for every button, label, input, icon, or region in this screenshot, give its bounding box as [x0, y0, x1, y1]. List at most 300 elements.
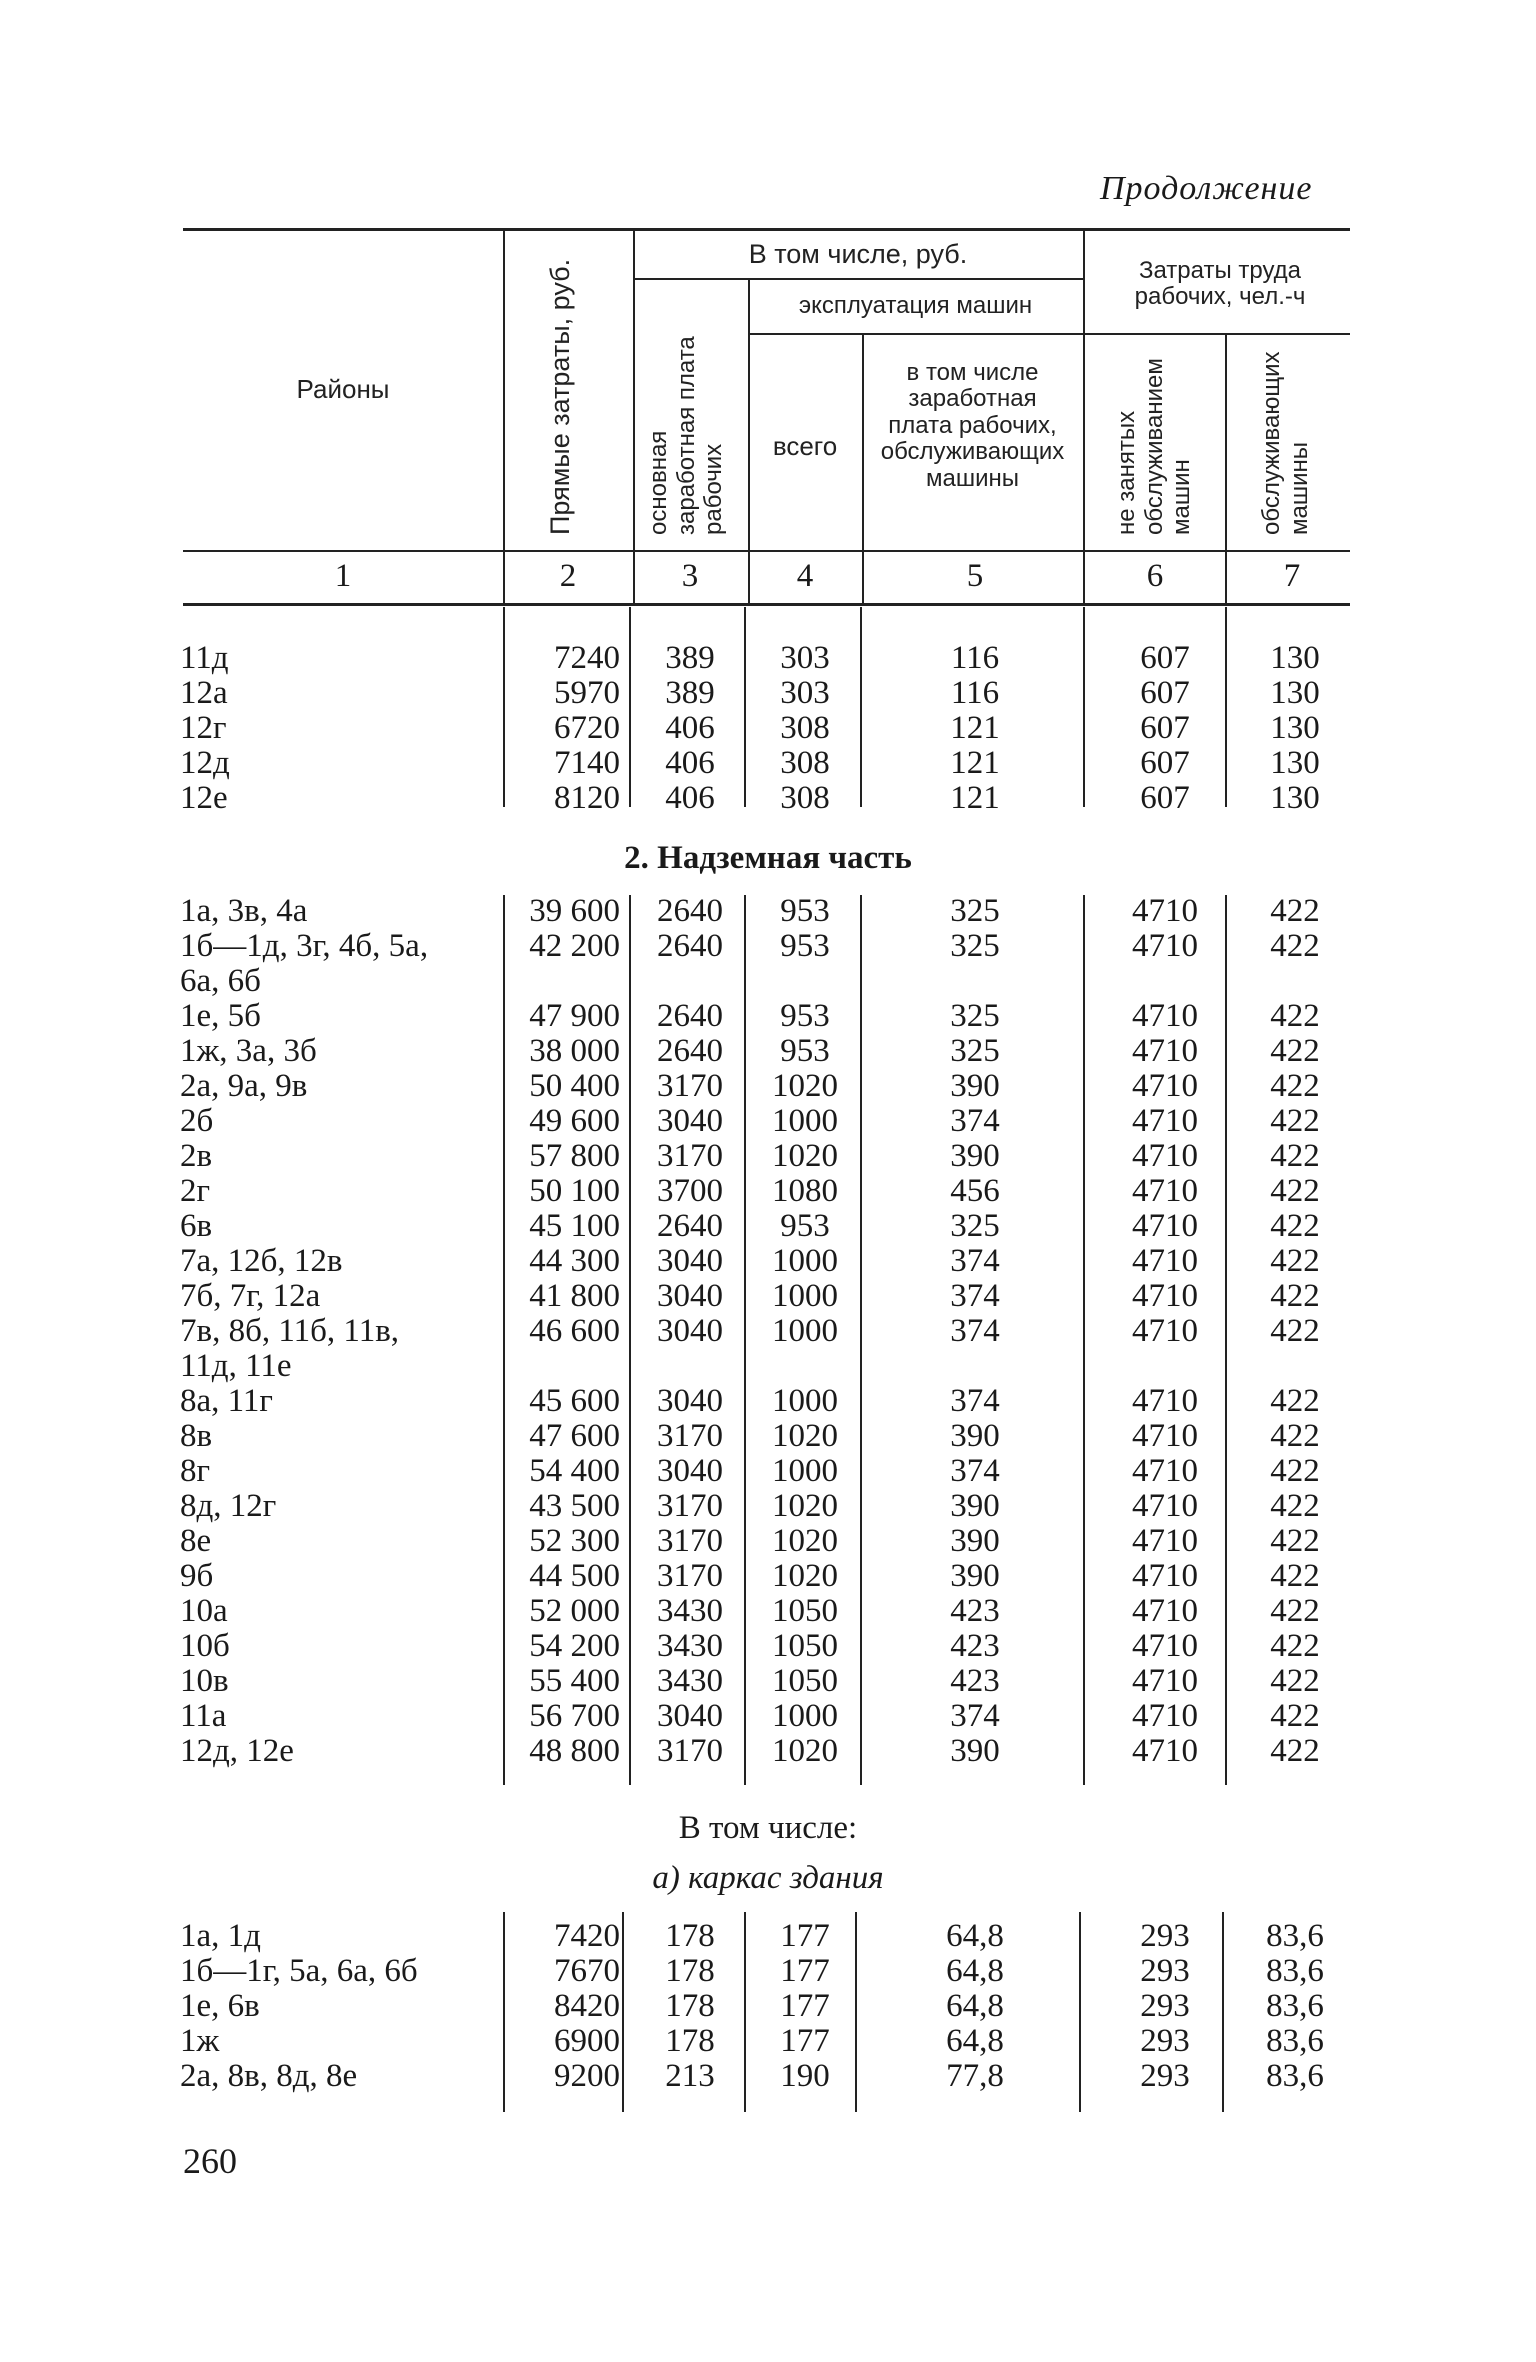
cell-labor: 4710 [1132, 1453, 1198, 1489]
cell-region: 2г [180, 1173, 211, 1209]
cell-machine-wage: 325 [950, 1033, 1000, 1069]
header-machines-total: всего [772, 431, 838, 461]
cell-wage: 3170 [657, 1558, 723, 1594]
cell-labor-machine: 422 [1270, 1173, 1320, 1209]
cell-wage: 3170 [657, 1488, 723, 1524]
cell-labor-machine: 422 [1270, 1663, 1320, 1699]
cell-machine-wage: 121 [950, 710, 1000, 746]
table-row [0, 1488, 1536, 1523]
cell-labor: 4710 [1132, 1313, 1198, 1349]
table-row [0, 1593, 1536, 1628]
table-row [0, 1918, 1536, 1953]
cell-machines: 1000 [772, 1383, 838, 1419]
cell-labor: 4710 [1132, 1628, 1198, 1664]
cell-machine-wage: 374 [950, 1383, 1000, 1419]
cell-labor: 607 [1140, 780, 1190, 816]
col-number: 6 [1146, 558, 1164, 594]
cell-labor: 4710 [1132, 1383, 1198, 1419]
cell-machine-wage: 390 [950, 1733, 1000, 1769]
numbers-bottom-rule [183, 603, 1350, 606]
cell-wage: 3170 [657, 1068, 723, 1104]
cell-direct: 44 300 [529, 1243, 620, 1279]
cell-region: 1б—1д, 3г, 4б, 5а, [180, 928, 429, 964]
cell-wage: 178 [665, 2023, 715, 2059]
cell-machine-wage: 374 [950, 1453, 1000, 1489]
cell-machines: 1050 [772, 1663, 838, 1699]
cell-labor-machine: 422 [1270, 893, 1320, 929]
cell-direct: 38 000 [529, 1033, 620, 1069]
cell-machines: 953 [780, 1208, 830, 1244]
cell-labor: 293 [1140, 2058, 1190, 2094]
cell-region: 1б—1г, 5а, 6а, 6б [180, 1953, 418, 1989]
cell-machine-wage: 325 [950, 893, 1000, 929]
cell-region: 7а, 12б, 12в [180, 1243, 343, 1279]
cell-labor: 4710 [1132, 1103, 1198, 1139]
cell-labor: 4710 [1132, 1698, 1198, 1734]
cell-wage: 178 [665, 1953, 715, 1989]
table-row [0, 675, 1536, 710]
cell-region: 2б [180, 1103, 214, 1139]
cell-machines: 308 [780, 780, 830, 816]
cell-machine-wage: 423 [950, 1593, 1000, 1629]
cell-machines: 1020 [772, 1138, 838, 1174]
table-row [0, 745, 1536, 780]
cell-machines: 177 [780, 2023, 830, 2059]
cell-labor-machine: 83,6 [1266, 1918, 1324, 1954]
cell-direct: 50 400 [529, 1068, 620, 1104]
cell-region: 12е [180, 780, 228, 816]
col-number: 2 [559, 558, 577, 594]
cell-direct: 49 600 [529, 1103, 620, 1139]
header-direct-costs: Прямые затраты, руб. [545, 258, 575, 535]
cell-region: 1а, 1д [180, 1918, 261, 1954]
header-vline [1225, 335, 1227, 605]
cell-wage: 3430 [657, 1628, 723, 1664]
cell-labor-machine: 422 [1270, 1103, 1320, 1139]
cell-machines: 1080 [772, 1173, 838, 1209]
cell-region: 8в [180, 1418, 213, 1454]
cell-labor: 293 [1140, 2023, 1190, 2059]
cell-machines: 1000 [772, 1243, 838, 1279]
cell-direct: 50 100 [529, 1173, 620, 1209]
col-number: 4 [796, 558, 814, 594]
cell-region: 8г [180, 1453, 211, 1489]
cell-labor: 4710 [1132, 893, 1198, 929]
cell-direct: 9200 [554, 2058, 620, 2094]
header-wage: основная заработная плата рабочих [645, 336, 728, 535]
cell-direct: 46 600 [529, 1313, 620, 1349]
table-row [0, 1523, 1536, 1558]
cell-wage: 3040 [657, 1383, 723, 1419]
including-title: В том числе: [678, 1810, 858, 1846]
cell-direct: 57 800 [529, 1138, 620, 1174]
cell-labor: 4710 [1132, 1068, 1198, 1104]
cell-direct: 6900 [554, 2023, 620, 2059]
cell-machine-wage: 374 [950, 1278, 1000, 1314]
cell-direct: 7420 [554, 1918, 620, 1954]
continuation-label: Продолжение [1100, 170, 1313, 207]
cell-machine-wage: 390 [950, 1138, 1000, 1174]
cell-machine-wage: 64,8 [946, 2023, 1004, 2059]
cell-region: 7в, 8б, 11б, 11в, [180, 1313, 400, 1349]
cell-labor: 4710 [1132, 1523, 1198, 1559]
cell-machine-wage: 374 [950, 1243, 1000, 1279]
cell-region: 2в [180, 1138, 213, 1174]
cell-wage: 3170 [657, 1523, 723, 1559]
cell-labor-machine: 422 [1270, 1453, 1320, 1489]
cell-direct: 39 600 [529, 893, 620, 929]
cell-direct: 56 700 [529, 1698, 620, 1734]
cell-region: 10б [180, 1628, 230, 1664]
cell-machines: 1020 [772, 1488, 838, 1524]
cell-labor-machine: 83,6 [1266, 1988, 1324, 2024]
cell-wage: 3040 [657, 1278, 723, 1314]
cell-wage: 3040 [657, 1313, 723, 1349]
cell-labor-machine: 422 [1270, 1278, 1320, 1314]
cell-labor: 4710 [1132, 1593, 1198, 1629]
cell-region: 10а [180, 1593, 228, 1629]
table-row [0, 1953, 1536, 1988]
cell-region: 2а, 8в, 8д, 8е [180, 2058, 358, 2094]
cell-machines: 953 [780, 893, 830, 929]
cell-machines: 1020 [772, 1418, 838, 1454]
cell-labor: 293 [1140, 1953, 1190, 1989]
cell-wage: 2640 [657, 1033, 723, 1069]
table-row [0, 1138, 1536, 1173]
frame-subtitle: а) каркас здания [652, 1860, 884, 1896]
cell-region: 8а, 11г [180, 1383, 273, 1419]
cell-region: 8д, 12г [180, 1488, 277, 1524]
cell-region: 1ж [180, 2023, 220, 2059]
table-row [0, 893, 1536, 928]
cell-machine-wage: 423 [950, 1628, 1000, 1664]
cell-machine-wage: 116 [950, 640, 1000, 676]
cell-labor-machine: 83,6 [1266, 2058, 1324, 2094]
cell-labor-machine: 422 [1270, 998, 1320, 1034]
cell-machines: 1020 [772, 1523, 838, 1559]
cell-labor: 4710 [1132, 1733, 1198, 1769]
table-row [0, 1418, 1536, 1453]
cell-machines: 953 [780, 998, 830, 1034]
cell-machine-wage: 325 [950, 998, 1000, 1034]
cell-labor: 4710 [1132, 1663, 1198, 1699]
cell-machines: 1020 [772, 1068, 838, 1104]
cell-region: 6в [180, 1208, 213, 1244]
table-row [0, 1243, 1536, 1278]
table-row [0, 1453, 1536, 1488]
cell-machines: 177 [780, 1953, 830, 1989]
cell-labor-machine: 422 [1270, 928, 1320, 964]
cell-wage: 2640 [657, 893, 723, 929]
cell-labor-machine: 83,6 [1266, 2023, 1324, 2059]
cell-labor: 4710 [1132, 928, 1198, 964]
cell-machines: 1000 [772, 1698, 838, 1734]
cell-region: 12г [180, 710, 227, 746]
table-row [0, 1208, 1536, 1243]
cell-machine-wage: 325 [950, 928, 1000, 964]
cell-direct: 7140 [554, 745, 620, 781]
cell-machines: 1000 [772, 1103, 838, 1139]
header-vline [503, 230, 505, 605]
cell-labor: 607 [1140, 640, 1190, 676]
cell-machine-wage: 456 [950, 1173, 1000, 1209]
table-row [0, 640, 1536, 675]
cell-labor: 4710 [1132, 1138, 1198, 1174]
header-labor-group: Затраты труда рабочих, чел.-ч [1134, 257, 1306, 311]
cell-wage: 3170 [657, 1138, 723, 1174]
cell-labor: 4710 [1132, 1418, 1198, 1454]
cell-labor: 607 [1140, 745, 1190, 781]
table-row [0, 998, 1536, 1033]
cell-wage: 389 [665, 640, 715, 676]
cell-wage: 3040 [657, 1453, 723, 1489]
cell-wage: 3430 [657, 1593, 723, 1629]
cell-labor-machine: 422 [1270, 1033, 1320, 1069]
cell-region: 8е [180, 1523, 212, 1559]
col-number: 5 [966, 558, 984, 594]
cell-wage: 3040 [657, 1243, 723, 1279]
cell-labor-machine: 422 [1270, 1383, 1320, 1419]
cell-labor: 4710 [1132, 1173, 1198, 1209]
cell-region: 12д [180, 745, 230, 781]
cell-machines: 308 [780, 710, 830, 746]
cell-machine-wage: 325 [950, 1208, 1000, 1244]
cell-wage: 406 [665, 745, 715, 781]
cell-machines: 177 [780, 1988, 830, 2024]
col-number: 7 [1283, 558, 1301, 594]
cell-wage: 2640 [657, 1208, 723, 1244]
cell-machine-wage: 390 [950, 1523, 1000, 1559]
cell-machines: 1050 [772, 1628, 838, 1664]
cell-machine-wage: 374 [950, 1103, 1000, 1139]
cell-machines: 1050 [772, 1593, 838, 1629]
group-incl-rule [633, 278, 1083, 280]
cell-wage: 3430 [657, 1663, 723, 1699]
cell-labor-machine: 130 [1270, 675, 1320, 711]
cell-direct: 55 400 [529, 1663, 620, 1699]
cell-wage: 406 [665, 710, 715, 746]
cell-machines: 1020 [772, 1733, 838, 1769]
header-bottom-rule [183, 550, 1350, 552]
cell-region: 6а, 6б [180, 963, 261, 999]
col-number: 3 [681, 558, 699, 594]
cell-direct: 8420 [554, 1988, 620, 2024]
header-vline [862, 335, 864, 605]
cell-direct: 6720 [554, 710, 620, 746]
cell-machine-wage: 390 [950, 1068, 1000, 1104]
cell-direct: 44 500 [529, 1558, 620, 1594]
cell-labor-machine: 422 [1270, 1733, 1320, 1769]
table-row [0, 1698, 1536, 1733]
cell-labor-machine: 422 [1270, 1208, 1320, 1244]
cell-direct: 47 900 [529, 998, 620, 1034]
cell-machine-wage: 121 [950, 780, 1000, 816]
cell-machine-wage: 390 [950, 1558, 1000, 1594]
cell-labor-machine: 422 [1270, 1138, 1320, 1174]
cell-wage: 2640 [657, 998, 723, 1034]
cell-direct: 54 400 [529, 1453, 620, 1489]
cell-region: 9б [180, 1558, 214, 1594]
cell-wage: 3040 [657, 1103, 723, 1139]
table-row [0, 2058, 1536, 2093]
cell-labor-machine: 422 [1270, 1593, 1320, 1629]
section-2-title: 2. Надземная часть [624, 840, 912, 876]
cell-wage: 3170 [657, 1418, 723, 1454]
table-row [0, 1988, 1536, 2023]
cell-region: 11а [180, 1698, 227, 1734]
cell-wage: 178 [665, 1988, 715, 2024]
cell-region: 11д [180, 640, 229, 676]
cell-wage: 389 [665, 675, 715, 711]
table-row [0, 1733, 1536, 1768]
header-not-machine: не занятых обслуживанием машин [1113, 358, 1196, 535]
cell-machines: 1000 [772, 1278, 838, 1314]
cell-wage: 3700 [657, 1173, 723, 1209]
group-machines-rule [748, 333, 1083, 335]
cell-labor: 607 [1140, 675, 1190, 711]
cell-machines: 308 [780, 745, 830, 781]
cell-labor-machine: 130 [1270, 710, 1320, 746]
cell-machines: 303 [780, 640, 830, 676]
cell-region: 2а, 9а, 9в [180, 1068, 308, 1104]
cell-wage: 213 [665, 2058, 715, 2094]
cell-direct: 52 000 [529, 1593, 620, 1629]
cell-labor: 4710 [1132, 1208, 1198, 1244]
cell-direct: 5970 [554, 675, 620, 711]
cell-direct: 7240 [554, 640, 620, 676]
page-number: 260 [183, 2141, 237, 2181]
table-row [0, 1313, 1536, 1348]
cell-machines: 1000 [772, 1453, 838, 1489]
cell-region: 12а [180, 675, 228, 711]
cell-machine-wage: 374 [950, 1698, 1000, 1734]
cell-machine-wage: 64,8 [946, 1988, 1004, 2024]
cell-direct: 45 600 [529, 1383, 620, 1419]
cell-machine-wage: 116 [950, 675, 1000, 711]
cell-direct: 45 100 [529, 1208, 620, 1244]
cell-wage: 406 [665, 780, 715, 816]
cell-machines: 953 [780, 1033, 830, 1069]
table-row [0, 928, 1536, 963]
cell-labor-machine: 422 [1270, 1313, 1320, 1349]
cell-labor: 607 [1140, 710, 1190, 746]
cell-machine-wage: 64,8 [946, 1918, 1004, 1954]
table-row [0, 2023, 1536, 2058]
header-top-rule [183, 228, 1350, 231]
cell-direct: 48 800 [529, 1733, 620, 1769]
cell-region: 10в [180, 1663, 229, 1699]
cell-direct: 47 600 [529, 1418, 620, 1454]
cell-labor-machine: 422 [1270, 1558, 1320, 1594]
cell-region: 1е, 6в [180, 1988, 260, 2024]
table-row [0, 1068, 1536, 1103]
cell-machines: 303 [780, 675, 830, 711]
table-row [0, 1278, 1536, 1313]
cell-labor-machine: 130 [1270, 780, 1320, 816]
cell-region: 11д, 11е [180, 1348, 292, 1384]
cell-direct: 52 300 [529, 1523, 620, 1559]
group-labor-rule [1083, 333, 1350, 335]
header-machine-wage: в том числе заработная плата рабочих, обслуживающих машины [880, 359, 1065, 492]
header-vline [1083, 230, 1085, 605]
cell-region: 1а, 3в, 4а [180, 893, 308, 929]
cell-labor: 4710 [1132, 1558, 1198, 1594]
table-row [0, 1173, 1536, 1208]
cell-labor-machine: 422 [1270, 1698, 1320, 1734]
cell-direct: 42 200 [529, 928, 620, 964]
table-row [0, 1383, 1536, 1418]
table-row [0, 1348, 1536, 1383]
cell-labor-machine: 422 [1270, 1418, 1320, 1454]
cell-region: 12д, 12е [180, 1733, 294, 1769]
cell-machines: 953 [780, 928, 830, 964]
cell-wage: 2640 [657, 928, 723, 964]
cell-machine-wage: 423 [950, 1663, 1000, 1699]
cell-labor-machine: 422 [1270, 1243, 1320, 1279]
cell-machines: 1020 [772, 1558, 838, 1594]
header-vline [633, 230, 635, 605]
col-number: 1 [334, 558, 352, 594]
header-machine-workers: обслуживающих машины [1258, 351, 1313, 535]
cell-labor-machine: 130 [1270, 640, 1320, 676]
cell-direct: 7670 [554, 1953, 620, 1989]
cell-wage: 178 [665, 1918, 715, 1954]
cell-labor: 4710 [1132, 1243, 1198, 1279]
cell-machines: 1000 [772, 1313, 838, 1349]
cell-labor-machine: 130 [1270, 745, 1320, 781]
header-incl-group: В том числе, руб. [748, 239, 968, 269]
cell-labor-machine: 422 [1270, 1628, 1320, 1664]
cell-labor: 293 [1140, 1918, 1190, 1954]
cell-labor: 293 [1140, 1988, 1190, 2024]
cell-machine-wage: 374 [950, 1313, 1000, 1349]
cell-direct: 54 200 [529, 1628, 620, 1664]
cell-labor: 4710 [1132, 1033, 1198, 1069]
cell-labor-machine: 83,6 [1266, 1953, 1324, 1989]
cell-labor: 4710 [1132, 998, 1198, 1034]
table-row [0, 1628, 1536, 1663]
table-row [0, 1558, 1536, 1593]
cell-machines: 190 [780, 2058, 830, 2094]
cell-region: 1ж, 3а, 3б [180, 1033, 317, 1069]
cell-labor: 4710 [1132, 1278, 1198, 1314]
cell-region: 7б, 7г, 12а [180, 1278, 321, 1314]
cell-machine-wage: 77,8 [946, 2058, 1004, 2094]
cell-wage: 3040 [657, 1698, 723, 1734]
cell-machine-wage: 390 [950, 1488, 1000, 1524]
table-row [0, 963, 1536, 998]
table-row [0, 1663, 1536, 1698]
cell-labor-machine: 422 [1270, 1523, 1320, 1559]
cell-machine-wage: 390 [950, 1418, 1000, 1454]
cell-region: 1е, 5б [180, 998, 261, 1034]
cell-labor-machine: 422 [1270, 1068, 1320, 1104]
table-row [0, 1033, 1536, 1068]
cell-machine-wage: 64,8 [946, 1953, 1004, 1989]
header-regions: Районы [296, 374, 390, 404]
cell-machines: 177 [780, 1918, 830, 1954]
cell-wage: 3170 [657, 1733, 723, 1769]
table-row [0, 780, 1536, 815]
cell-labor: 4710 [1132, 1488, 1198, 1524]
cell-direct: 43 500 [529, 1488, 620, 1524]
header-machines-group: эксплуатация машин [798, 292, 1033, 319]
table-row [0, 710, 1536, 745]
cell-direct: 41 800 [529, 1278, 620, 1314]
table-row [0, 1103, 1536, 1138]
cell-machine-wage: 121 [950, 745, 1000, 781]
cell-direct: 8120 [554, 780, 620, 816]
